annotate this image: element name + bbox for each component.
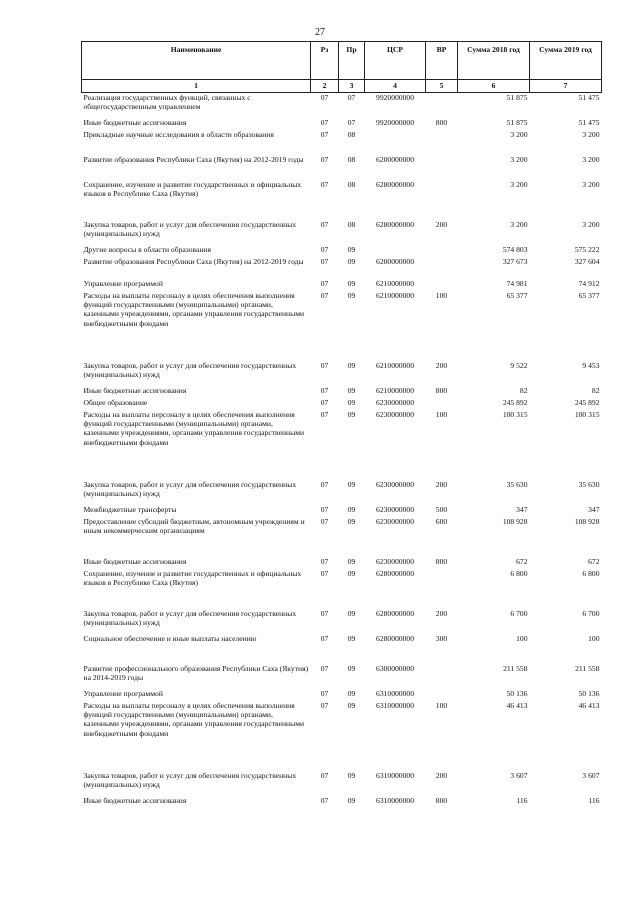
table-cell-name: Расходы на выплаты персоналу в целях обеспечения выполнения функций государственными (муниципальными) органами, казенными учреждениями, органами управления государственными внебюджетными фондами (83, 700, 305, 738)
table-cell-csr: 6200000000 (376, 154, 414, 164)
table-cell-name: Развитие образования Республики Саха (Якутия) на 2012-2019 годы (83, 154, 304, 164)
table-cell-rz: 07 (320, 219, 329, 229)
table-cell-pr: 08 (347, 219, 356, 229)
table-cell-csr: 6280000000 (376, 608, 414, 618)
table-cell-vr: 200 (435, 360, 448, 370)
table-cell-rz: 07 (320, 688, 329, 698)
table-cell-vr: 800 (435, 385, 448, 395)
table-cell-name: Управление программой (83, 278, 163, 288)
table-row (82, 155, 602, 180)
table-cell-sum-2018: 327 673 (502, 256, 528, 266)
table-cell-sum-2019: 575 222 (574, 244, 600, 254)
column-number-row (82, 80, 602, 93)
table-cell-csr: 6280000000 (376, 219, 414, 229)
column-number: 7 (530, 80, 602, 93)
table-row (82, 480, 602, 505)
page-number: 27 (315, 27, 325, 38)
table-cell-sum-2019: 3 607 (582, 770, 600, 780)
table-cell-pr: 09 (347, 556, 356, 566)
table-cell-pr: 09 (347, 360, 356, 370)
table-cell-rz: 07 (320, 795, 329, 805)
table-cell-csr: 9920000000 (376, 93, 414, 102)
table-cell-rz: 07 (320, 568, 329, 578)
table-cell-name: Другие вопросы в области образования (83, 244, 211, 254)
table-cell-name: Расходы на выплаты персоналу в целях обеспечения выполнения функций государственными (муниципальными) органами, казенными учреждениями, органами управления государственными внебюджетными фондами (83, 290, 305, 328)
table-cell-vr: 800 (435, 795, 448, 805)
table-cell-sum-2018: 9 522 (510, 360, 528, 370)
table-cell-sum-2019: 82 (591, 385, 600, 395)
table-cell-csr: 6280000000 (376, 179, 414, 189)
table-cell-sum-2018: 65 377 (506, 290, 528, 300)
table-row (82, 609, 602, 634)
table-row (82, 505, 602, 517)
table-cell-sum-2018: 574 803 (502, 244, 528, 254)
table-row (82, 257, 602, 279)
table-cell-pr: 07 (347, 93, 356, 102)
table-cell-csr: 6310000000 (376, 770, 414, 780)
table-cell-sum-2018: 347 (516, 504, 528, 514)
table-row (82, 701, 602, 771)
column-number: 3 (339, 80, 365, 93)
table-cell-sum-2019: 245 892 (574, 397, 600, 407)
table-cell-rz: 07 (320, 154, 329, 164)
table-row (82, 410, 602, 480)
table-cell-csr: 6280000000 (376, 568, 414, 578)
table-cell-rz: 07 (320, 397, 329, 407)
table-body (82, 93, 602, 808)
table-cell-csr: 6210000000 (376, 360, 414, 370)
table-cell-vr (426, 93, 458, 118)
table-cell-vr: 800 (435, 117, 448, 127)
table-cell-name: Социальное обеспечение и иные выплаты населению (83, 633, 257, 643)
table-row (82, 796, 602, 808)
table-cell-name: Сохранение, изучение и развитие государственных и официальных языков в Республике Саха (Якутия) (83, 568, 302, 587)
table-row (82, 93, 602, 118)
table-cell-sum-2018: 35 630 (506, 479, 528, 489)
table-cell-vr: 100 (435, 700, 448, 710)
table-cell-sum-2018: 100 315 (502, 409, 528, 419)
table-cell-sum-2018: 6 700 (510, 608, 528, 618)
table-cell-vr (426, 245, 458, 257)
table-cell-sum-2018: 245 892 (502, 397, 528, 407)
table-cell-rz: 07 (320, 516, 329, 526)
table-cell-sum-2019: 6 800 (582, 568, 600, 578)
table-cell-csr: 6310000000 (376, 688, 414, 698)
table-cell-name: Реализация государственных функций, связанных с общегосударственным управлением (83, 93, 251, 112)
table-row (82, 398, 602, 410)
table-cell-rz: 07 (320, 700, 329, 710)
table-cell-vr: 600 (435, 516, 448, 526)
table-cell-sum-2019: 108 928 (574, 516, 600, 526)
table-cell-rz: 07 (320, 360, 329, 370)
table-cell-csr: 6230000000 (376, 516, 414, 526)
table-cell-csr: 6230000000 (376, 504, 414, 514)
table-row (82, 291, 602, 361)
table-cell-name: Сохранение, изучение и развитие государственных и официальных языков в Республике Саха (Якутия) (83, 179, 302, 198)
table-cell-pr: 09 (347, 385, 356, 395)
table-cell-name: Управление программой (83, 688, 163, 698)
table-cell-name: Иные бюджетные ассигнования (83, 117, 187, 127)
table-cell-vr (426, 257, 458, 279)
table-cell-vr (426, 180, 458, 220)
table-cell-pr: 07 (347, 117, 356, 127)
table-cell-name: Развитие образования Республики Саха (Якутия) на 2012-2019 годы (83, 256, 304, 266)
table-cell-rz: 07 (320, 129, 329, 139)
table-cell-csr (365, 130, 426, 155)
table-cell-vr (426, 689, 458, 701)
column-number: 1 (82, 80, 311, 93)
table-cell-csr: 6230000000 (376, 409, 414, 419)
table-cell-rz: 07 (320, 179, 329, 189)
table-cell-pr: 09 (347, 633, 356, 643)
table-cell-name: Расходы на выплаты персоналу в целях обеспечения выполнения функций государственными (муниципальными) органами, казенными учреждениями, органами управления государственными внебюджетными фондами (83, 409, 305, 447)
table-cell-vr: 100 (435, 409, 448, 419)
table-cell-csr: 6310000000 (376, 795, 414, 805)
table-cell-sum-2019: 51 475 (578, 117, 600, 127)
table-row (82, 557, 602, 569)
table-cell-csr: 6310000000 (376, 700, 414, 710)
table-cell-sum-2018: 3 607 (510, 770, 528, 780)
table-cell-rz: 07 (320, 479, 329, 489)
table-cell-vr: 100 (435, 290, 448, 300)
table-cell-pr: 09 (347, 504, 356, 514)
table-cell-vr: 200 (435, 608, 448, 618)
table-cell-sum-2019: 3 200 (582, 154, 600, 164)
table-cell-sum-2018: 100 (516, 633, 528, 643)
table-cell-sum-2019: 116 (588, 795, 600, 805)
table-cell-csr: 6210000000 (376, 385, 414, 395)
table-cell-name: Межбюджетные трансферты (83, 504, 177, 514)
table-cell-pr: 08 (347, 129, 356, 139)
table-cell-sum-2018: 6 800 (510, 568, 528, 578)
table-row (82, 689, 602, 701)
table-row (82, 517, 602, 557)
table-row (82, 386, 602, 398)
table-cell-csr: 6230000000 (376, 479, 414, 489)
column-number: 5 (426, 80, 458, 93)
table-header-row (82, 42, 602, 80)
table-cell-vr (426, 155, 458, 180)
table-cell-csr: 6200000000 (376, 256, 414, 266)
table-cell-sum-2018: 51 875 (506, 117, 528, 127)
table-cell-sum-2019: 9 453 (582, 360, 600, 370)
table-cell-sum-2019: 65 377 (578, 290, 600, 300)
table-cell-sum-2018: 50 136 (506, 688, 528, 698)
table-cell-sum-2018: 3 200 (510, 219, 528, 229)
table-row (82, 245, 602, 257)
table-cell-csr: 6280000000 (376, 633, 414, 643)
table-cell-rz: 07 (320, 117, 329, 127)
table-cell-rz: 07 (320, 385, 329, 395)
table-cell-pr: 09 (347, 663, 356, 673)
table-cell-pr: 09 (347, 479, 356, 489)
table-cell-pr: 09 (347, 688, 356, 698)
table-cell-csr: 6210000000 (376, 278, 414, 288)
table-cell-sum-2018: 3 200 (510, 154, 528, 164)
table-row (82, 569, 602, 609)
table-cell-name: Иные бюджетные ассигнования (83, 795, 187, 805)
table-cell-pr: 09 (347, 516, 356, 526)
table-cell-rz: 07 (320, 244, 329, 254)
table-cell-pr: 09 (347, 568, 356, 578)
table-cell-name: Закупка товаров, работ и услуг для обеспечения государственных (муниципальных) нужд (83, 479, 297, 498)
table-cell-name: Прикладные научные исследования в области образования (83, 129, 274, 139)
column-number: 2 (311, 80, 339, 93)
table-cell-csr: 6300000000 (376, 663, 414, 673)
table-cell-vr: 300 (435, 633, 448, 643)
table-cell-sum-2018: 672 (516, 556, 528, 566)
table-cell-pr: 08 (347, 154, 356, 164)
table-cell-name: Предоставление субсидий бюджетным, автономным учреждениям и иным некоммерческим организациям (83, 516, 305, 535)
table-cell-name: Развитие профессионального образования Республики Саха (Якутия) на 2014-2019 годы (83, 663, 309, 682)
table-cell-sum-2019: 672 (588, 556, 600, 566)
table-cell-sum-2019: 3 200 (582, 219, 600, 229)
table-cell-rz: 07 (320, 663, 329, 673)
table-cell-pr: 09 (347, 795, 356, 805)
table-cell-vr (426, 279, 458, 291)
table-cell-vr (426, 569, 458, 609)
table-cell-name: Иные бюджетные ассигнования (83, 556, 187, 566)
table-cell-vr: 500 (435, 504, 448, 514)
table-cell-sum-2019: 50 136 (578, 688, 600, 698)
table-row (82, 771, 602, 796)
table-cell-rz: 07 (320, 409, 329, 419)
column-header-sum-2018: Сумма 2018 год (458, 42, 530, 80)
table-cell-name: Иные бюджетные ассигнования (83, 385, 187, 395)
table-cell-vr: 200 (435, 219, 448, 229)
table-row (82, 664, 602, 689)
table-cell-rz: 07 (320, 256, 329, 266)
table-cell-sum-2019: 211 558 (575, 663, 600, 673)
table-cell-pr: 09 (347, 290, 356, 300)
table-cell-name: Закупка товаров, работ и услуг для обеспечения государственных (муниципальных) нужд (83, 360, 297, 379)
table-cell-rz: 07 (320, 633, 329, 643)
table-cell-sum-2019: 100 315 (574, 409, 600, 419)
table-cell-csr (365, 245, 426, 257)
table-cell-sum-2018: 3 200 (510, 179, 528, 189)
table-cell-vr (426, 130, 458, 155)
table-cell-vr: 800 (435, 556, 448, 566)
table-row (82, 118, 602, 130)
table-cell-vr (426, 664, 458, 689)
table-cell-sum-2019: 51 475 (578, 93, 600, 102)
table-cell-pr: 09 (347, 256, 356, 266)
table-cell-pr: 08 (347, 179, 356, 189)
column-header-name: Наименование (82, 42, 311, 80)
table-cell-sum-2018: 211 558 (503, 663, 528, 673)
table-cell-vr: 200 (435, 770, 448, 780)
table-cell-sum-2019: 3 200 (582, 179, 600, 189)
table-cell-sum-2019: 46 413 (578, 700, 600, 710)
table-row (82, 634, 602, 664)
table-row (82, 220, 602, 245)
table-cell-sum-2018: 82 (519, 385, 528, 395)
column-header-rz: Рз (311, 42, 339, 80)
table-cell-name: Закупка товаров, работ и услуг для обеспечения государственных (муниципальных) нужд (83, 608, 297, 627)
table-cell-name: Общее образование (83, 397, 148, 407)
table-cell-sum-2018: 74 981 (506, 278, 528, 288)
table-cell-rz: 07 (320, 608, 329, 618)
table-cell-csr: 6230000000 (376, 397, 414, 407)
table-cell-pr: 09 (347, 397, 356, 407)
table-cell-sum-2019: 100 (588, 633, 600, 643)
column-header-csr: ЦСР (365, 42, 426, 80)
table-cell-sum-2018: 51 875 (506, 93, 528, 102)
table-cell-name: Закупка товаров, работ и услуг для обеспечения государственных (муниципальных) нужд (83, 219, 297, 238)
table-cell-sum-2018: 116 (516, 795, 528, 805)
budget-table (81, 41, 602, 808)
table-cell-pr: 09 (347, 608, 356, 618)
table-cell-pr: 09 (347, 409, 356, 419)
column-header-sum-2019: Сумма 2019 год (530, 42, 602, 80)
table-cell-sum-2018: 108 928 (502, 516, 528, 526)
table-cell-rz: 07 (320, 278, 329, 288)
table-cell-pr: 09 (347, 278, 356, 288)
table-cell-csr: 9920000000 (376, 117, 414, 127)
table-cell-pr: 09 (347, 770, 356, 780)
table-cell-rz: 07 (320, 770, 329, 780)
table-row (82, 130, 602, 155)
table-cell-sum-2019: 347 (588, 504, 600, 514)
table-cell-rz: 07 (320, 290, 329, 300)
table-cell-sum-2019: 327 604 (574, 256, 600, 266)
table-cell-vr (426, 398, 458, 410)
table-row (82, 361, 602, 386)
column-header-pr: Пр (339, 42, 365, 80)
column-header-vr: ВР (426, 42, 458, 80)
table-cell-csr: 6230000000 (376, 556, 414, 566)
table-cell-sum-2018: 46 413 (506, 700, 528, 710)
table-cell-sum-2019: 35 630 (578, 479, 600, 489)
table-cell-name: Закупка товаров, работ и услуг для обеспечения государственных (муниципальных) нужд (83, 770, 297, 789)
table-cell-csr: 6210000000 (376, 290, 414, 300)
table-cell-pr: 09 (347, 700, 356, 710)
table-cell-sum-2019: 74 912 (578, 278, 600, 288)
table-row (82, 180, 602, 220)
table-cell-rz: 07 (320, 93, 329, 102)
table-cell-vr: 200 (435, 479, 448, 489)
column-number: 6 (458, 80, 530, 93)
table-cell-pr: 09 (347, 244, 356, 254)
table-cell-rz: 07 (320, 504, 329, 514)
table-cell-sum-2019: 3 200 (582, 129, 600, 139)
column-number: 4 (365, 80, 426, 93)
table-row (82, 279, 602, 291)
table-cell-rz: 07 (320, 556, 329, 566)
table-cell-sum-2019: 6 700 (582, 608, 600, 618)
table-cell-sum-2018: 3 200 (510, 129, 528, 139)
